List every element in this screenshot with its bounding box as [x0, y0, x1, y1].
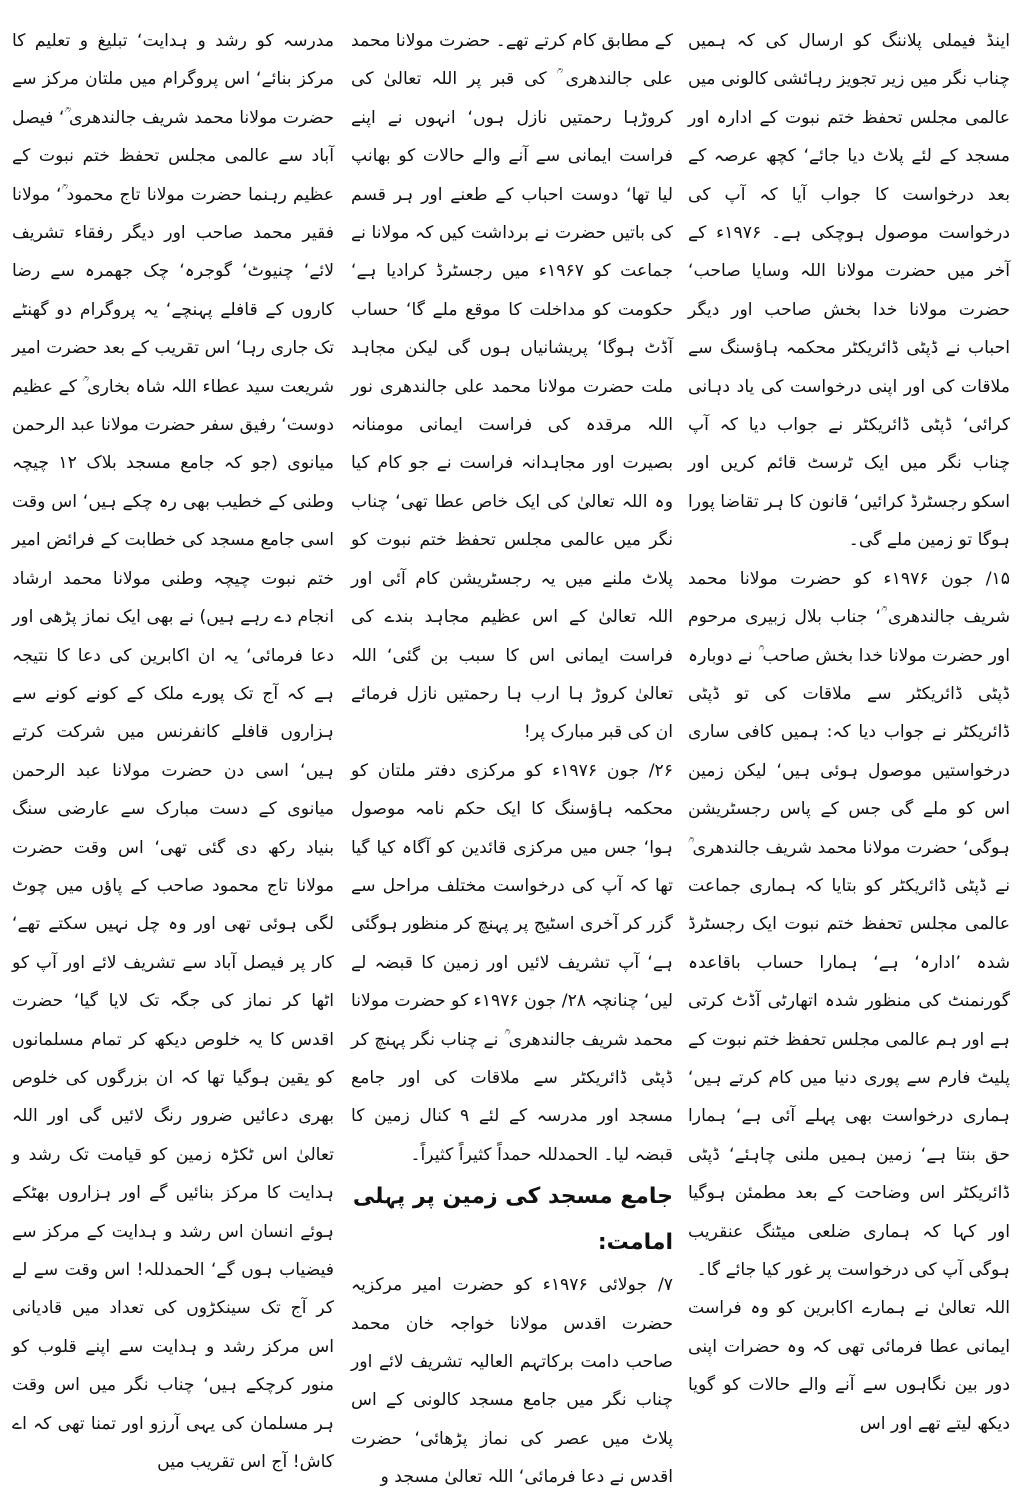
column-left — [12, 22, 334, 1473]
column-middle-paragraph-1: کے مطابق کام کرتے تھے۔ حضرت مولانا محمد علی جالندھری ؒ کی قبر پر اللہ تعالیٰ کی کروڑہا رحمتیں نازل ہوں‘ انہوں نے اپنے فراست ایمانی سے آنے والے حالات کو بھانپ لیا تھا‘ دوست احباب کے طعنے اور ہر قسم کی باتیں حضرت نے برداشت کیں کہ مولانا نے جماعت کو ۱۹۶۷ء میں رجسٹرڈ کرادیا ہے‘ حکومت کو مداخلت کا موقع ملے گا‘ حساب آڈٹ ہوگا‘ پریشانیاں ہوں گی لیکن مجاہد ملت حضرت مولانا محمد علی جالندھری نور اللہ مرقدہ کی فراست ایمانی مومنانہ بصیرت اور مجاہدانہ فراست نے جو کام کیا وہ اللہ تعالیٰ کی ایک خاص عطا تھی‘ چناب نگر میں عالمی مجلس تحفظ ختم نبوت کو پلاٹ ملنے میں یہ رجسٹریشن کام آئی اور اللہ تعالیٰ کے اس عظیم مجاہد بندے کی فراست ایمانی اس کا سبب بن گئی‘ اللہ تعالیٰ کروڑ ہا ارب ہا رحمتیں نازل فرمائے ان کی قبر مبارک پر! — [351, 31, 673, 743]
section-heading: جامع مسجد کی زمین پر پہلی امامت: — [352, 1184, 673, 1256]
column-right — [688, 22, 1011, 1434]
column-right-paragraph-3: اللہ تعالیٰ نے ہمارے اکابرین کو وہ فراست ایمانی عطا فرمائی تھی کہ وہ حضرات اپنی دور بین نگاہوں سے آنے والے حالات کو گویا دیکھ لیتے تھے اور اس — [688, 1298, 1010, 1434]
column-middle-paragraph-2: ۲۶/ جون ۱۹۷۶ء کو مرکزی دفتر ملتان کو محکمہ ہاؤسنگ کا ایک حکم نامہ موصول ہوا‘ جس میں مرکزی قائدین کو آگاہ کیا گیا تھا کہ آپ کی درخواست مختلف مراحل سے گزر کر آخری اسٹیج پر پہنچ کر منظور ہوگئی ہے‘ آپ تشریف لائیں اور زمین کا قبضہ لے لیں‘ چنانچہ ۲۸/ جون ۱۹۷۶ء کو حضرت مولانا محمد شریف جالندھری ؒ نے چناب نگر پہنچ کر ڈپٹی ڈائریکٹر سے ملاقات کی اور جامع مسجد اور مدرسہ کے لئے ۹ کنال زمین کا قبضہ لیا۔ الحمدللہ حمداً کثیراً کثیراً۔ — [351, 760, 674, 1165]
column-right-paragraph-2: ۱۵/ جون ۱۹۷۶ء کو حضرت مولانا محمد شریف جالندھری ؒ‘ جناب بلال زبیری مرحوم اور حضرت مولانا خدا بخش صاحب ؒ نے دوبارہ ڈپٹی ڈائریکٹر سے ملاقات کی تو ڈپٹی ڈائریکٹر نے جواب دیا کہ: ہمیں کافی ساری درخواستیں موصول ہوئی ہیں‘ لیکن زمین اس کو ملے گی جس کے پاس رجسٹریشن ہوگی‘ حضرت مولانا محمد شریف جالندھری ؒ نے ڈپٹی ڈائریکٹر کو بتایا کہ ہماری جماعت عالمی مجلس تحفظ ختم نبوت ایک رجسٹرڈ شدہ ’ادارہ‘ ہے‘ ہمارا حساب باقاعدہ گورنمنٹ کی منظور شدہ اتھارٹی آڈٹ کرتی ہے اور ہم عالمی مجلس تحفظ ختم نبوت کے پلیٹ فارم سے پوری دنیا میں کام کرتے ہیں‘ ہماری درخواست بھی پہلے آئی ہے‘ ہمارا حق بنتا ہے‘ زمین ہمیں ملنی چاہئے‘ ڈپٹی ڈائریکٹر اس وضاحت کے بعد مطمئن ہوگیا اور کہا کہ ہماری ضلعی میٹنگ عنقریب ہوگی آپ کی درخواست پر غور کیا جائے گا۔ — [688, 568, 1011, 1280]
column-middle-paragraph-3: ۷/ جولائی ۱۹۷۶ء کو حضرت امیر مرکزیہ حضرت اقدس مولانا خواجہ خان محمد صاحب دامت برکاتہم العالیہ تشریف لائے اور چناب نگر میں جامع مسجد کالونی کے اس پلاٹ میں عصر کی نماز پڑھائی‘ حضرت اقدس نے دعا فرمائی‘ اللہ تعالیٰ مسجد و — [351, 1275, 673, 1488]
column-middle — [351, 22, 674, 1488]
column-right-paragraph-1: اینڈ فیملی پلاننگ کو ارسال کی کہ ہمیں چناب نگر میں زیر تجویز رہائشی کالونی میں عالمی مجلس تحفظ ختم نبوت کے ادارہ اور مسجد کے لئے پلاٹ دیا جائے‘ کچھ عرصہ کے بعد درخواست کا جواب آیا کہ آپ کی درخواست موصول ہوچکی ہے۔ ۱۹۷۶ء کے آخر میں حضرت مولانا اللہ وسایا صاحب‘ حضرت مولانا خدا بخش صاحب اور دیگر احباب نے ڈپٹی ڈائریکٹر محکمہ ہاؤسنگ سے ملاقات کی اور اپنی درخواست کی یاد دہانی کرائی‘ ڈپٹی ڈائریکٹر نے جواب دیا کہ آپ چناب نگر میں ایک ٹرسٹ قائم کریں اور اسکو رجسٹرڈ کرائیں‘ قانون کا ہر تقاضا پورا ہوگا تو زمین ملے گی۔ — [688, 31, 1010, 551]
column-left-paragraph-1: مدرسہ کو رشد و ہدایت‘ تبلیغ و تعلیم کا مرکز بنائے‘ اس پروگرام میں ملتان مرکز سے حضرت مولانا محمد شریف جالندھری ؒ‘ فیصل آباد سے عالمی مجلس تحفظ ختم نبوت کے عظیم رہنما حضرت مولانا تاج محمود ؒ‘ مولانا فقیر محمد صاحب اور دیگر رفقاء تشریف لائے‘ چنیوٹ‘ گوجرہ‘ چک جھمرہ سے رضا کاروں کے قافلے پہنچے‘ یہ پروگرام دو گھنٹے تک جاری رہا‘ اس تقریب کے بعد حضرت امیر شریعت سید عطاء اللہ شاہ بخاری ؒ کے عظیم دوست‘ رفیق سفر حضرت مولانا عبد الرحمن میانوی (جو کہ جامع مسجد بلاک ۱۲ چیچہ وطنی کے خطیب بھی رہ چکے ہیں‘ اس وقت اسی جامع مسجد کی خطابت کے فرائض امیر ختم نبوت چیچہ وطنی مولانا محمد ارشاد انجام دے رہے ہیں) نے بھی ایک نماز پڑھی اور دعا فرمائی‘ یہ ان اکابرین کی دعا کا نتیجہ ہے کہ آج تک پورے ملک کے کونے کونے سے ہزاروں قافلے کانفرنس میں شرکت کرتے ہیں‘ اسی دن حضرت مولانا عبد الرحمن میانوی کے دست مبارک سے عارضی سنگ بنیاد رکھ دی گئی تھی‘ اس وقت حضرت مولانا تاج محمود صاحب کے پاؤں میں چوٹ لگی ہوئی تھی اور وہ چل نہیں سکتے تھے‘ کار پر فیصل آباد سے تشریف لائے اور آپ کو اٹھا کر نماز کی جگہ تک لایا گیا‘ حضرت اقدس کا یہ خلوص دیکھ کر تمام مسلمانوں کو یقین ہوگیا تھا کہ ان بزرگوں کی خلوص بھری دعائیں ضرور رنگ لائیں گی اور اللہ تعالیٰ اس ٹکڑہ زمین کو قیامت تک رشد و ہدایت کا مرکز بنائیں گے اور ہزاروں بھٹکے ہوئے انسان اس رشد و ہدایت کے مرکز سے فیضیاب ہوں گے‘ الحمدللہ! اس وقت سے لے کر آج تک سینکڑوں کی تعداد میں قادیانی اس مرکز رشد و ہدایت سے اپنے قلوب کو منور کرچکے ہیں‘ چناب نگر میں اس وقت ہر مسلمان کی یہی آرزو اور تمنا تھی کہ اے کاش! آج اس تقریب میں — [12, 31, 334, 1473]
